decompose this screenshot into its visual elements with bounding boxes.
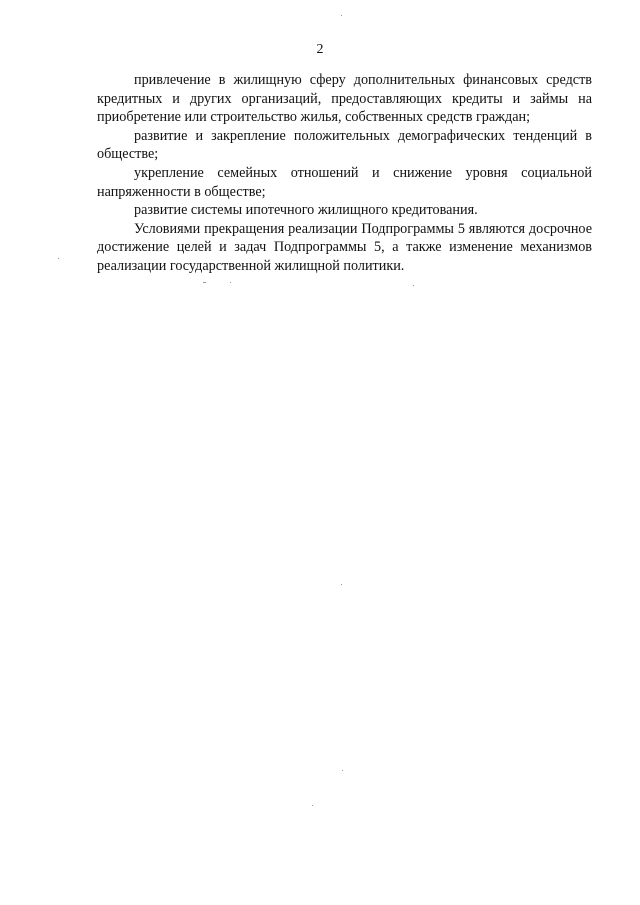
paragraph-financing: привлечение в жилищную сферу дополнительных финансовых средств кредитных и других организаций, предоставляющих кредиты и займы на приобретение или строительство жилья, собственных средств граждан; (97, 72, 592, 126)
paragraph-family-relations: укрепление семейных отношений и снижение уровня социальной напряженности в обществе; (97, 164, 592, 200)
body-text (97, 71, 592, 276)
scan-speck (342, 770, 343, 771)
scan-speck (413, 285, 414, 286)
scan-speck (203, 282, 206, 283)
scan-speck (58, 258, 59, 259)
scan-speck (341, 15, 342, 16)
paragraph-mortgage: развитие системы ипотечного жилищного кредитования. (134, 202, 478, 219)
scan-speck (230, 282, 231, 283)
page-number: 2 (316, 42, 324, 57)
paragraph-demographics: развитие и закрепление положительных демографических тенденций в обществе; (97, 127, 592, 163)
paragraph-termination-conditions: Условиями прекращения реализации Подпрограммы 5 являются досрочное достижение целей и задач Подпрограммы 5, а также изменение механизмов реализации государственной жилищной политики. (97, 220, 592, 274)
scan-speck (341, 584, 342, 585)
scan-speck (312, 805, 313, 806)
